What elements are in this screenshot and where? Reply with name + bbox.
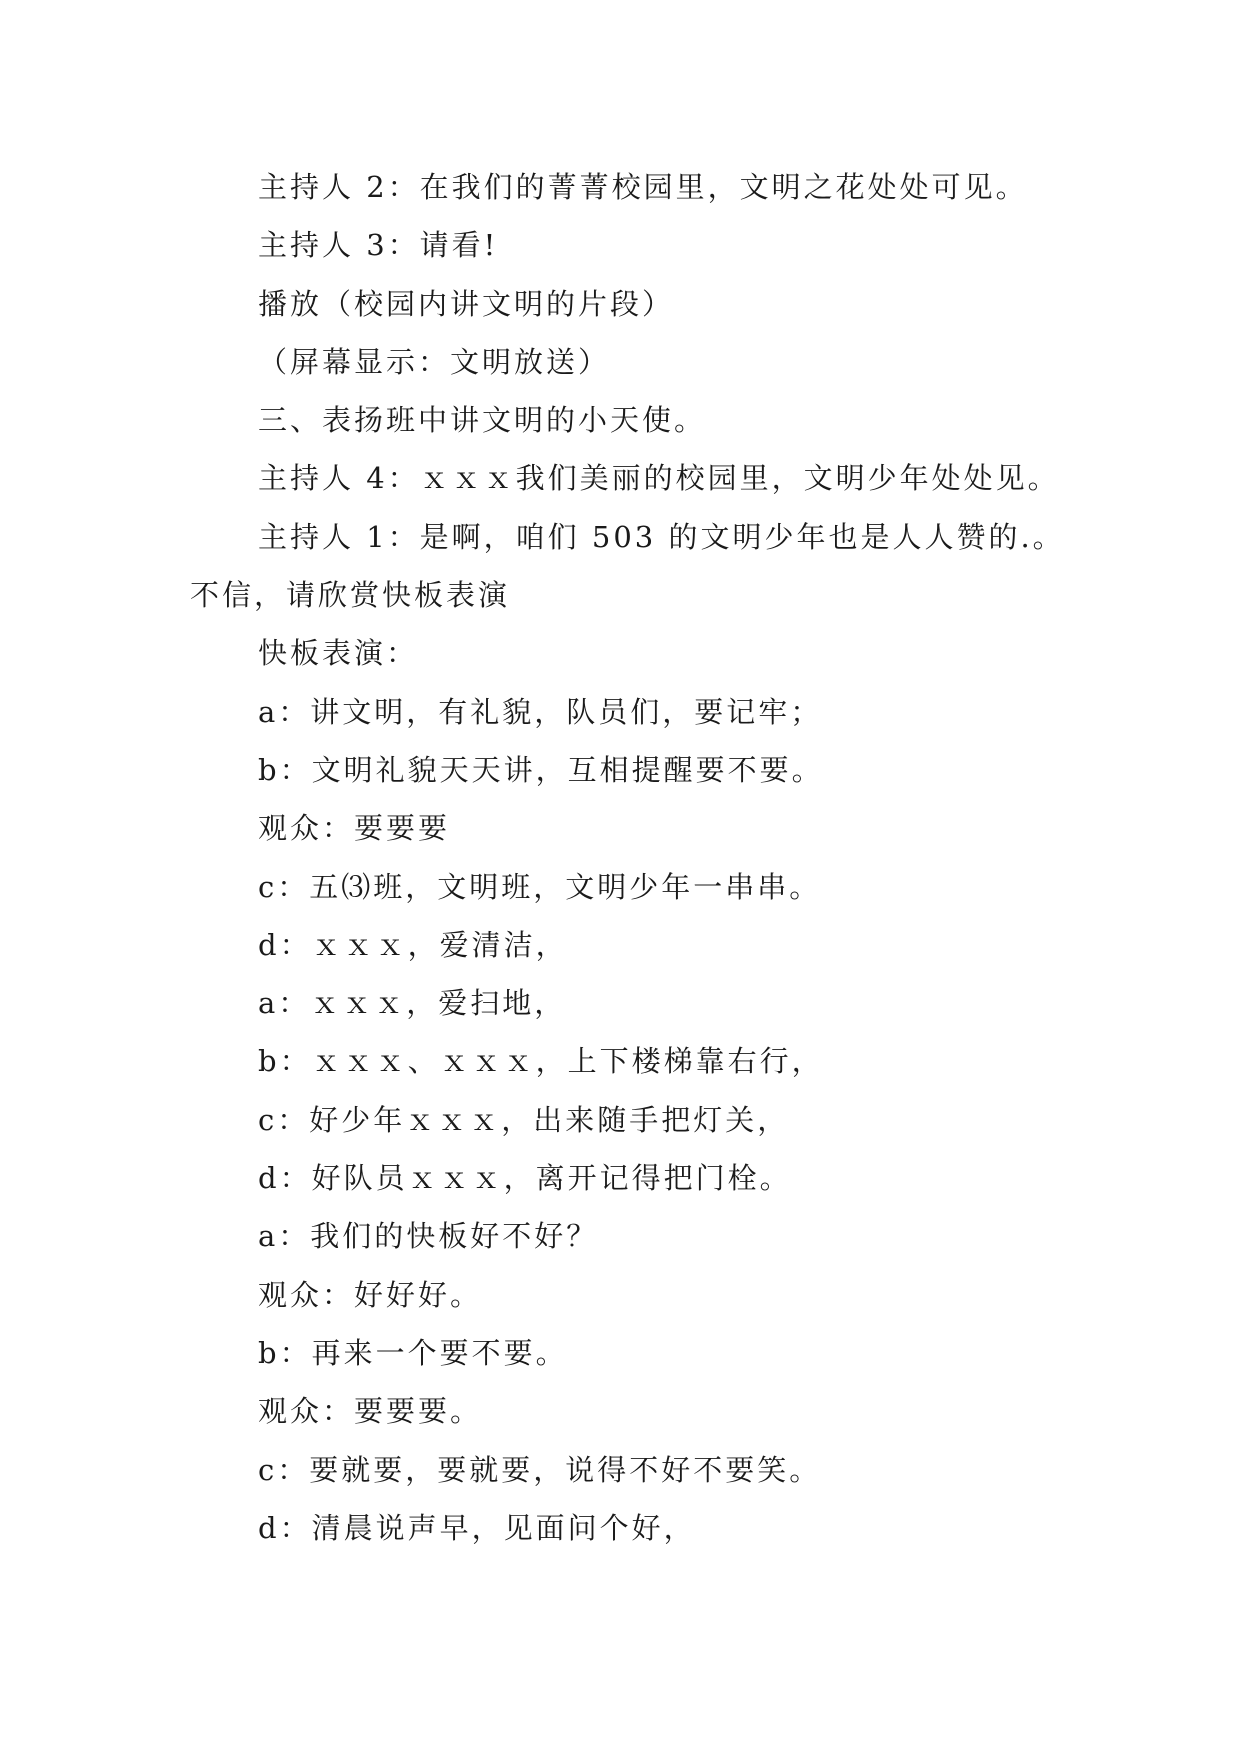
dialogue-line: a：我们的快板好不好？ [258,1219,599,1254]
dialogue-line: d：清晨说声早，见面问个好， [258,1510,696,1545]
dialogue-line: 观众：要要要 [258,811,451,846]
paragraph-host2: 主持人 2：在我们的菁菁校园里，文明之花处处可见。 [258,170,1028,204]
dialogue-line: a：ｘｘｘ，爱扫地， [258,986,567,1021]
paragraph-host3: 主持人 3：请看! [258,228,499,263]
section-heading-3: 三、表扬班中讲文明的小天使。 [258,403,707,438]
dialogue-line: 观众：好好好。 [258,1277,483,1312]
paragraph-host1: 主持人 1：是啊，咱们 503 的文明少年也是人人赞的.。不信，请欣赏快板表演 [190,519,1065,613]
dialogue-line: d：ｘｘｘ，爱清洁， [258,927,568,962]
dialogue-line: c：好少年ｘｘｘ，出来随手把灯关， [258,1102,790,1137]
paragraph-play-clip: 播放（校园内讲文明的片段） [258,286,675,321]
dialogue-line: b：ｘｘｘ、ｘｘｘ，上下楼梯靠右行， [258,1044,824,1079]
dialogue-line: 观众：要要要。 [258,1394,483,1429]
dialogue-line: d：好队员ｘｘｘ，离开记得把门栓。 [258,1161,792,1196]
paragraph-kuaiban-title: 快板表演： [258,636,419,671]
dialogue-line: b：再来一个要不要。 [258,1335,568,1370]
paragraph-screen-display: （屏幕显示：文明放送） [258,344,611,379]
dialogue-line: c：要就要，要就要，说得不好不要笑。 [258,1452,822,1487]
dialogue-line: a：讲文明，有礼貌，队员们，要记牢； [258,694,823,729]
document-body [190,158,1070,1557]
dialogue-line: b：文明礼貌天天讲，互相提醒要不要。 [258,752,824,787]
paragraph-host4: 主持人 4：ｘｘｘ我们美丽的校园里，文明少年处处见。 [258,461,1060,496]
dialogue-line: c：五⑶班，文明班，文明少年一串串。 [258,869,822,904]
